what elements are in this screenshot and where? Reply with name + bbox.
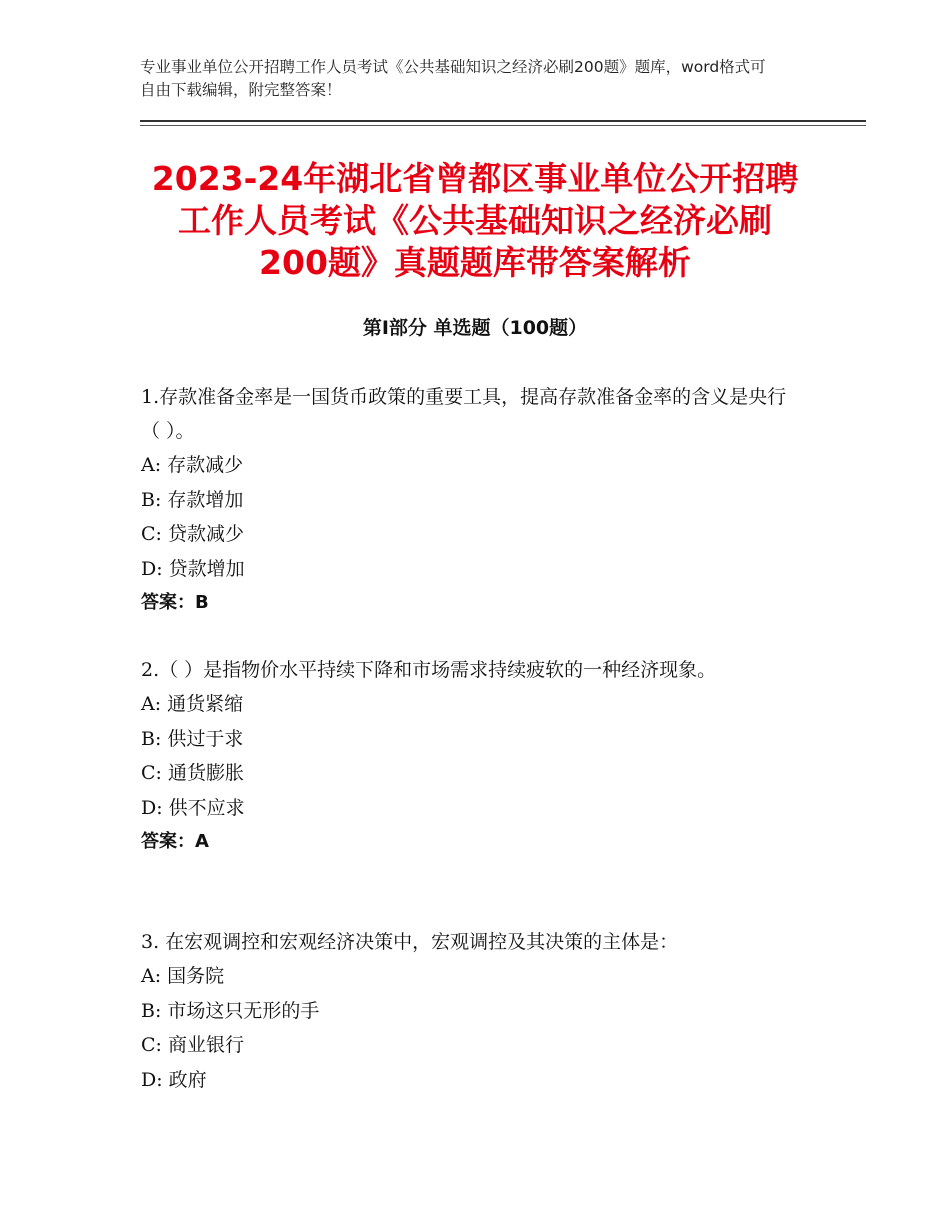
option-b: B: 供过于求 xyxy=(141,727,244,750)
answer-line: 答案：A xyxy=(141,831,209,852)
question-stem: 2.（ ）是指物价水平持续下降和市场需求持续疲软的一种经济现象。 xyxy=(141,659,717,681)
title-line-3: 200题》真题题库带答案解析 xyxy=(259,243,691,282)
question-stem: 1.存款准备金率是一国货币政策的重要工具，提高存款准备金率的含义是央行（ ）。 xyxy=(141,386,787,442)
option-c: C: 贷款减少 xyxy=(141,523,244,545)
title-line-2: 工作人员考试《公共基础知识之经济必刷 xyxy=(178,201,772,240)
header-divider-thin xyxy=(140,125,866,126)
option-a: A: 通货紧缩 xyxy=(141,693,244,715)
option-b: B: 市场这只无形的手 xyxy=(141,999,320,1022)
option-a: A: 存款减少 xyxy=(141,454,244,476)
option-c: C: 商业银行 xyxy=(141,1034,244,1056)
question-2 xyxy=(141,653,801,859)
option-d: D: 政府 xyxy=(141,1068,207,1091)
option-d: D: 贷款增加 xyxy=(141,557,245,580)
document-title xyxy=(95,158,855,284)
title-line-1: 2023-24年湖北省曾都区事业单位公开招聘 xyxy=(151,159,799,198)
option-b: B: 存款增加 xyxy=(141,488,244,511)
answer-line: 答案：B xyxy=(141,592,209,613)
header-divider-thick xyxy=(140,120,866,122)
option-d: D: 供不应求 xyxy=(141,796,245,819)
section-heading: 第Ⅰ部分 单选题（100题） xyxy=(362,317,588,339)
question-3 xyxy=(141,925,801,1097)
option-c: C: 通货膨胀 xyxy=(141,762,244,784)
header-note: 专业事业单位公开招聘工作人员考试《公共基础知识之经济必刷200题》题库，word格式可自由下载编辑，附完整答案！ xyxy=(140,58,766,99)
question-1 xyxy=(141,380,801,620)
option-a: A: 国务院 xyxy=(141,965,225,987)
question-stem: 3. 在宏观调控和宏观经济决策中，宏观调控及其决策的主体是： xyxy=(141,931,679,953)
